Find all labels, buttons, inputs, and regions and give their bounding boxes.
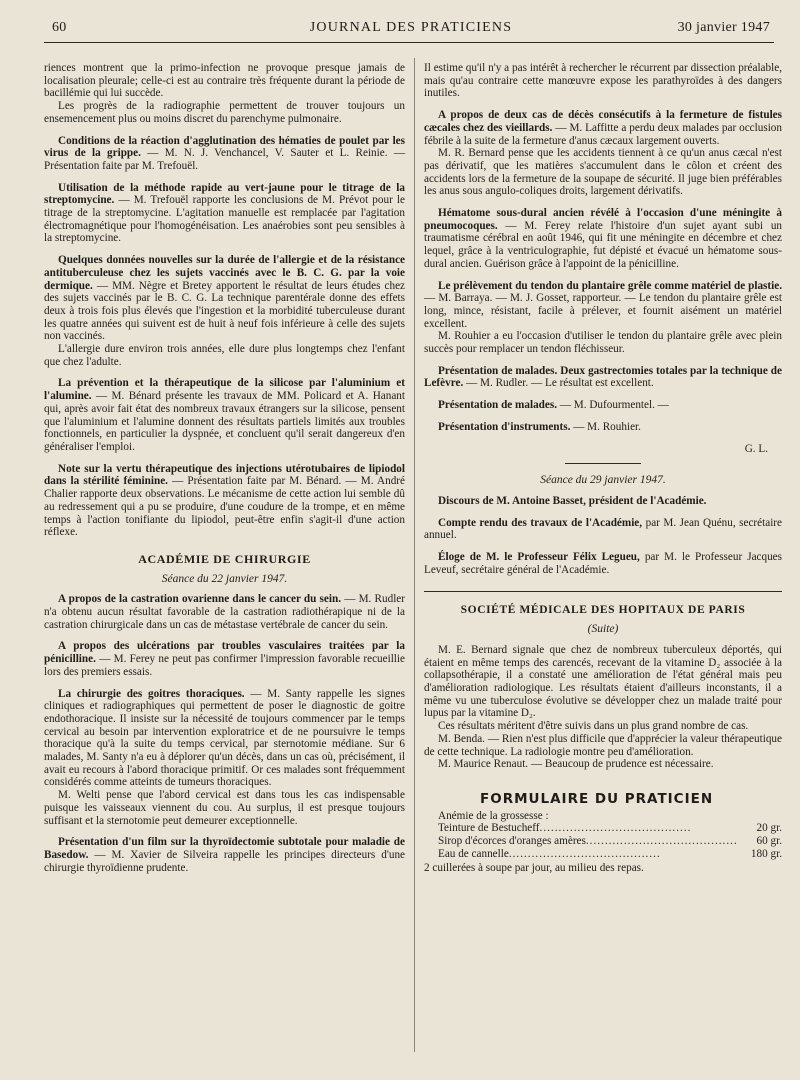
article-title: Éloge de M. le Professeur Félix Legueu, bbox=[438, 551, 640, 564]
paragraph: M. Maurice Renaut. — Beaucoup de prudence est nécessaire. bbox=[438, 758, 714, 771]
article bbox=[44, 640, 405, 678]
article-body: — M. Ferey relate l'histoire d'un sujet ayant subi un traumatisme cérébral en août 1946, qui fit une méningite en décembre et chez lequel, grâce à la ventriculographie, fut dépisté et évacué un hématome sous-dural ancien. Guérison grâce à l'appoint de la pénicilline. bbox=[424, 219, 783, 270]
column-divider bbox=[414, 58, 415, 1052]
paragraph: Il estime qu'il n'y a pas intérêt à rechercher le récurrent par dissection préalable, mais qu'au contraire cette manœuvre expose les parathyroïdes à des dangers inutiles. bbox=[424, 62, 782, 100]
article bbox=[424, 365, 782, 390]
article-title: A propos de la castration ovarienne dans le cancer du sein. bbox=[58, 593, 342, 606]
journal-title: JOURNAL DES PRATICIENS bbox=[309, 20, 513, 35]
article bbox=[424, 495, 782, 508]
article bbox=[424, 399, 782, 412]
ingredient-quantity: 20 gr. bbox=[756, 822, 782, 835]
paragraph: L'allergie dure environ trois années, elle dure plus longtemps chez l'enfant que chez l'adulte. bbox=[44, 343, 405, 368]
page-header bbox=[52, 18, 770, 40]
section-title: SOCIÉTÉ MÉDICALE DES HOPITAUX DE PARIS bbox=[460, 603, 746, 616]
article-body: — M. Rouhier. bbox=[573, 420, 641, 433]
prescription-row bbox=[438, 848, 782, 861]
article-body: — M. Xavier de Silveira rappelle les principes directeurs d'une chirurgie thyroïdienne prudente. bbox=[44, 848, 405, 874]
article-title: Note sur la vertu thérapeutique des injections utérotubaires de lipiodol dans la stérilité féminine. bbox=[44, 462, 405, 488]
dot-leader: ........................................ bbox=[539, 822, 692, 835]
left-column bbox=[44, 62, 405, 874]
article-title: Présentation de malades. bbox=[438, 399, 558, 412]
ingredient-name: Sirop d'écorces d'oranges amères bbox=[438, 835, 586, 848]
article-title: Présentation d'un film sur la thyroïdectomie subtotale pour maladie de Basedow. bbox=[44, 836, 405, 861]
article bbox=[44, 182, 405, 246]
article bbox=[424, 280, 782, 331]
ingredient-name: Eau de cannelle bbox=[438, 847, 509, 860]
article bbox=[424, 551, 782, 576]
article-title: Quelques données nouvelles sur la durée de l'allergie et de la résistance antituberculeuse chez les sujets vaccinés avec le B. C. G. par la voie dermique. bbox=[44, 254, 405, 292]
dosage-note: 2 cuillerées à soupe par jour, au milieu des repas. bbox=[424, 862, 644, 875]
prescription-row bbox=[438, 822, 782, 835]
article bbox=[44, 593, 405, 631]
paragraph: riences montrent que la primo-infection ne provoque presque jamais de localisation pleurale; celle-ci est au contraire très fréquente durant la période de bacillémie qui lui succède. bbox=[44, 62, 405, 100]
paragraph: Ces résultats méritent d'être suivis dans un plus grand nombre de cas. bbox=[438, 720, 749, 733]
article-body: — M. N. J. Venchancel, V. Sauter et L. Reinie. — Présentation faite par M. Trefouël. bbox=[44, 147, 406, 172]
article bbox=[44, 836, 405, 874]
ingredient-name: Teinture de Bestucheff bbox=[438, 822, 540, 835]
issue-date: 30 janvier 1947 bbox=[677, 20, 770, 35]
session-date: Séance du 29 janvier 1947. bbox=[540, 474, 666, 487]
article bbox=[44, 688, 405, 790]
paragraph: M. R. Bernard pense que les accidents tiennent à ce qu'un anus cæcal n'est pas dérivatif, que les matières s'accumulent dans le côlon et créent des accidents lors de la fermeture de la soupape de sécurité. Il juge bien préférables les anus sous angulo-coliques droits, largement dérivatifs. bbox=[424, 147, 782, 198]
paragraph: M. Benda. — Rien n'est plus difficile que d'apprécier la valeur thérapeutique de cette technique. La radiologie montre peu d'amélioration. bbox=[424, 732, 782, 758]
article bbox=[44, 254, 405, 343]
article bbox=[44, 377, 405, 453]
article-body: — M. Barraya. — M. J. Gosset, rapporteur. — Le tendon du plantaire grêle est long, mince, résistant, facile à prélever, et fournit aisément un matériel excellent. bbox=[424, 292, 782, 330]
article-title: Hématome sous-dural ancien révélé à l'occasion d'une méningite à pneumocoques. bbox=[424, 207, 782, 232]
article-body: par M. Jean Quénu, secrétaire annuel. bbox=[424, 516, 782, 542]
article-body: — M. Rudler n'a obtenu aucun résultat favorable de la castration radiothérapique ni de la castration chirurgicale dans un cas de métastase vertébrale de cancer du sein. bbox=[44, 593, 405, 631]
article-body: — MM. Nègre et Bretey apportent le résultat de leurs études chez des sujets vaccinés par le B. C. G. La technique parentérale donne des effets deux à trois fois plus élevés que l'ingestion et la morbidité tuberculeuse durant les quatre années qui suivent est de huit à neuf fois inférieure à celle des sujets non vaccinés. bbox=[44, 279, 406, 343]
paragraph: M. E. Bernard signale que chez de nombreux tuberculeux déportés, qui étaient en même temps des carencés, recevant de la vitamine D₂ associée à la collapsothérapie, il a constaté une amélioration de l'état général mais peu d'amélioration radiologique. Les résultats étaient d'ailleurs inconstants, il a même vu une tuberculose évolutive se développer chez un malade traité pour lupus par la vitamine D₂. bbox=[424, 643, 782, 720]
article-title: A propos de deux cas de décès consécutifs à la fermeture de fistules cæcales chez des vieillards. bbox=[424, 109, 782, 134]
article-title: Présentation de malades. Deux gastrectomies totales par la technique de Lefèvre. bbox=[424, 364, 782, 390]
article-title: La prévention et la thérapeutique de la silicose par l'aluminium et l'alumine. bbox=[44, 377, 405, 403]
article-body: — Présentation faite par M. Bénard. — M. André Chalier rapporte deux observations. Le mécanisme de cette action lui semble dû au redressement qui a pu se produire, d'une coudure de la trompe, et en même temps à l'action tonifiante du lipiodol, peut-être enfin s'agit-il d'une action réflexe. bbox=[44, 475, 405, 539]
separator-rule bbox=[424, 591, 782, 592]
ingredient-quantity: 60 gr. bbox=[756, 835, 782, 848]
article-title: Compte rendu des travaux de l'Académie, bbox=[438, 516, 643, 529]
article-body: — M. Bénard présente les travaux de MM. Policard et A. Hanant qui, après avoir fait état des nombreux travaux étrangers sur la silicose, pensent que l'aluminium et l'alumine donnent des résultats partiels limités aux troubles fonctionnels, en particulier la dyspnée, et concluent qu'il serait dangereux d'en généraliser l'emploi. bbox=[44, 390, 406, 453]
article bbox=[44, 463, 405, 539]
signature: G. L. bbox=[744, 442, 768, 455]
section-title: ACADÉMIE DE CHIRURGIE bbox=[138, 551, 311, 566]
article-title: Le prélèvement du tendon du plantaire grêle comme matériel de plastie. bbox=[438, 279, 782, 292]
formulaire-subtitle: Anémie de la grossesse : bbox=[438, 809, 549, 822]
article-body: — M. Dufourmentel. — bbox=[559, 399, 669, 412]
paragraph: M. Rouhier a eu l'occasion d'utiliser le tendon du plantaire grêle avec plein succès pour remplacer un tendon fléchisseur. bbox=[424, 330, 782, 356]
article-title: Conditions de la réaction d'agglutination des hématies de poulet par les virus de la grippe. bbox=[44, 134, 405, 160]
paragraph: Les progrès de la radiographie permettent de trouver toujours un ensemencement plus ou moins discret du parenchyme pulmonaire. bbox=[44, 100, 405, 125]
article bbox=[424, 207, 782, 271]
article-body: — M. Santy rappelle les signes cliniques et radiographiques qui permettent de poser le diagnostic de goitre endothoracique. Il insiste sur la nécessité de toujours commencer par le temps cervical au besoin par intervention exploratrice et de ne poursuivre le temps thoracique qu'à la suite du temps cervical, par sternotomie médiane. Sur 6 malades, M. Santy n'a eu à déplorer qu'un décès, dans un cas où, précisément, il avait eu recours à l'abord thoracique primitif. Or ces malades sont fréquemment considérés comme atteints de tumeurs thoraciques. bbox=[44, 687, 405, 789]
article-body: — M. Trefouël rapporte les conclusions de M. Prévot pour le titrage de la streptomycine. L'agitation manuelle est remplacée par l'agitation électromagnétique pour l'homogénéisation. Les anaérobies sont peu sensibles à la streptomycine. bbox=[44, 194, 405, 245]
prescription-row bbox=[438, 835, 782, 848]
header-rule bbox=[44, 42, 774, 43]
section-subtitle: (Suite) bbox=[587, 623, 619, 636]
separator-rule bbox=[565, 463, 641, 464]
article bbox=[44, 135, 405, 173]
article-body: — M. Laffitte a perdu deux malades par occlusion fébrile à la suite de la fermeture d'anus cæcaux largement ouverts. bbox=[424, 121, 782, 147]
right-column bbox=[424, 62, 782, 875]
article bbox=[424, 109, 782, 147]
page-number: 60 bbox=[52, 20, 67, 35]
article-body: — M. Ferey ne peut pas confirmer l'impression favorable recueillie lors des premiers essais. bbox=[44, 653, 405, 678]
article-title: Présentation d'instruments. bbox=[438, 420, 571, 433]
article-title: A propos des ulcérations par troubles vasculaires traitées par la pénicilline. bbox=[44, 640, 405, 666]
ingredient-quantity: 180 gr. bbox=[750, 847, 782, 860]
article-body: — M. Rudler. — Le résultat est excellent. bbox=[466, 377, 654, 390]
article-title: Discours de M. Antoine Basset, président de l'Académie. bbox=[438, 494, 707, 507]
article bbox=[424, 517, 782, 542]
article-title: Utilisation de la méthode rapide au vert-jaune pour le titrage de la streptomycine. bbox=[44, 181, 405, 207]
article-title: La chirurgie des goitres thoraciques. bbox=[58, 687, 245, 700]
dot-leader: ........................................ bbox=[585, 835, 738, 848]
article bbox=[424, 421, 782, 434]
paragraph: M. Welti pense que l'abord cervical est dans tous les cas indispensable puisque les vaisseaux viennent du cou. Au surplus, il est presque toujours suffisant et la sternotomie peut demeurer exceptionnelle. bbox=[44, 789, 405, 827]
formulaire-title: FORMULAIRE DU PRATICIEN bbox=[480, 790, 714, 807]
dot-leader: ........................................ bbox=[508, 847, 661, 860]
article-body: par M. le Professeur Jacques Leveuf, secrétaire général de l'Académie. bbox=[424, 551, 783, 576]
section-date: Séance du 22 janvier 1947. bbox=[161, 572, 288, 585]
